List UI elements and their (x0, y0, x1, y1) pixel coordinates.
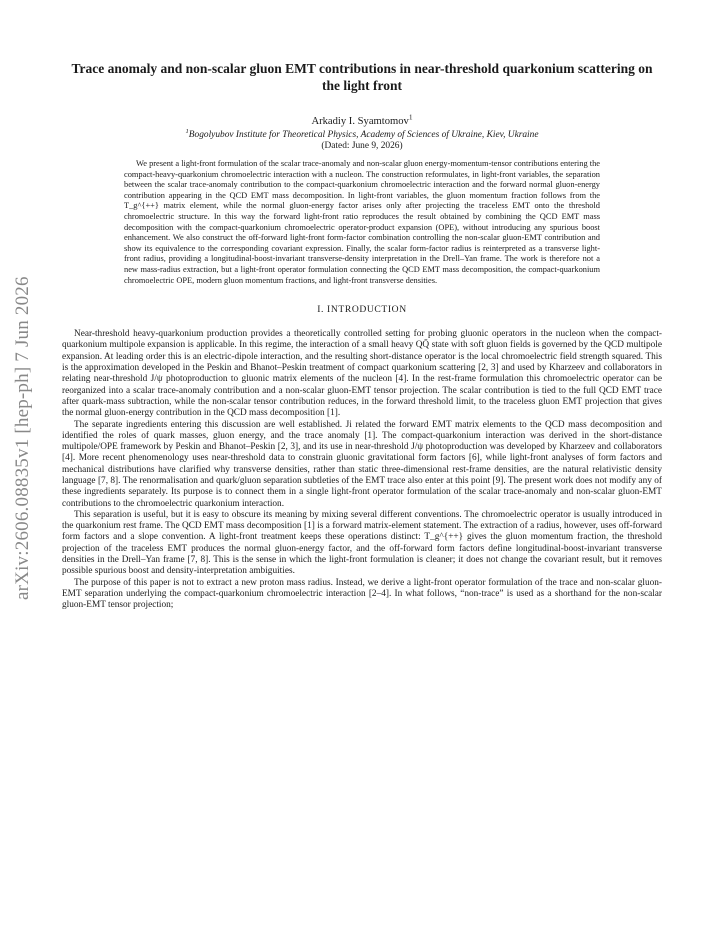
intro-paragraph-3: This separation is useful, but it is easy to obscure its meaning by mixing several different conventions. The chromoelectric operator is usually introduced in the quarkonium rest frame. The QCD EMT mass decomposition [1] is a forward matrix-element statement. The extraction of a radius, however, uses off-forward form factors and a slope convention. A light-front treatment keeps these operations distinct: T_g^{++} gives the gluon momentum fraction, the threshold projection of the traceless EMT produces the normal gluon-energy factor, and the off-forward form factors define longitudinal-boost-invariant transverse densities in the Drell–Yan frame [7, 8]. This is the sense in which the light-front formulation is cleaner; it does not change the covariant result, but it removes possible spurious boost and density-interpretation ambiguities. (62, 509, 662, 577)
author-line (62, 112, 662, 127)
section-heading-introduction: I. INTRODUCTION (317, 304, 407, 316)
author-name: Arkadiy I. Syamtomov (311, 116, 409, 127)
author-affiliation-mark: 1 (408, 112, 413, 122)
affiliation-line (62, 127, 662, 140)
abstract: We present a light-front formulation of the scalar trace-anomaly and non-scalar gluon energy-momentum-tensor contributions entering the compact-heavy-quarkonium chromoelectric interaction with a nucleon. The construction reformulates, in light-front variables, the separation between the scalar trace-anomaly contribution to the compact-quarkonium chromoelectric interaction and the forward normal gluon-energy contribution appearing in the QCD EMT mass decomposition. In light-front variables, the gluon momentum fraction follows from the T_g^{++} matrix element, while the normal gluon-energy factor arises only after projecting the traceless EMT onto the threshold chromoelectric structure. In this way the forward light-front ratio reproduces the result obtained by combining the QCD EMT mass decomposition with the compact-quarkonium chromoelectric operator-product expansion (OPE), without introducing any spurious boost enhancement. We also construct the off-forward light-front form-factor combination controlling the non-scalar gluon-EMT contribution and show its equivalence to the corresponding covariant expression. Finally, the scalar form-factor radius is reinterpreted as a transverse light-front radius, providing a longitudinal-boost-invariant transverse-density interpretation in the Drell–Yan frame. The work is therefore not a new mass-radius extraction, but a light-front operator formulation connecting the QCD EMT mass decomposition, the compact-quarkonium chromoelectric OPE, modern gluon momentum fractions, and light-front transverse densities. (124, 159, 600, 285)
date-line: (Dated: June 9, 2026) (321, 141, 403, 151)
intro-paragraph-1: Near-threshold heavy-quarkonium production provides a theoretically controlled setting for probing gluonic operators in the nucleon when the compact-quarkonium multipole expansion is applicable. In this regime, the interaction of a small heavy QQ̄ state with soft gluon fields is governed by the QCD multipole expansion. At leading order this is an electric-dipole interaction, and the resulting short-distance operator is the local chromoelectric field strength squared. This is the approximation developed in the Peskin and Bhanot–Peskin treatment of compact quarkonium scattering [2, 3] and used by Kharzeev and collaborators in relating near-threshold J/ψ photoproduction to gluonic matrix elements of the nucleon [4]. In the rest-frame formulation this chromoelectric operator can be reorganized into a scalar trace-anomaly contribution and a non-scalar gluon-EMT tensor projection. The scalar contribution is tied to the full QCD EMT trace after quark-mass subtraction, while the non-scalar tensor contribution reduces, in the forward threshold limit, to the traceless gluon EMT projection that gives the normal gluon-energy contribution in the QCD mass decomposition [1]. (62, 329, 662, 419)
paper-title: Trace anomaly and non-scalar gluon EMT contributions in near-threshold quarkonium scattering on the light front (71, 61, 653, 93)
intro-paragraph-2: The separate ingredients entering this discussion are well established. Ji related the forward EMT matrix elements to the QCD mass decomposition and identified the roles of quark masses, gluon energy, and the trace anomaly [1]. The compact-quarkonium interaction was derived in the short-distance multipole/OPE framework by Peskin and Bhanot–Peskin [2, 3], and its use in near-threshold J/ψ photoproduction was developed by Kharzeev and collaborators [4]. More recent phenomenology uses near-threshold data to constrain gluonic gravitational form factors [6], while light-front analyses of form factors and mechanical distributions have clarified why transverse densities, rather than static three-dimensional rest-frame densities, are the natural relativistic density language [7, 8]. The renormalisation and quark/gluon separation subtleties of the EMT trace also enter at this point [9]. The present work does not modify any of these ingredients separately. Its purpose is to connect them in a single light-front operator formulation of the scalar trace-anomaly and non-scalar gluon-EMT contributions to the chromoelectric quarkonium interaction. (62, 419, 662, 509)
affiliation-mark: 1 (185, 127, 189, 135)
affiliation: Bogolyubov Institute for Theoretical Physics, Academy of Sciences of Ukraine, Kiev, Ukraine (188, 130, 539, 140)
intro-paragraph-4: The purpose of this paper is not to extract a new proton mass radius. Instead, we derive a light-front operator formulation of the trace and non-scalar gluon-EMT separation underlying the compact-quarkonium chromoelectric interaction [2–4]. In what follows, “non-trace” is used as a shorthand for the non-scalar gluon-EMT tensor projection; (62, 577, 662, 611)
paper-page (62, 60, 662, 612)
arxiv-identifier: arXiv:2606.08835v1 [hep-ph] 7 Jun 2026 (12, 276, 33, 600)
